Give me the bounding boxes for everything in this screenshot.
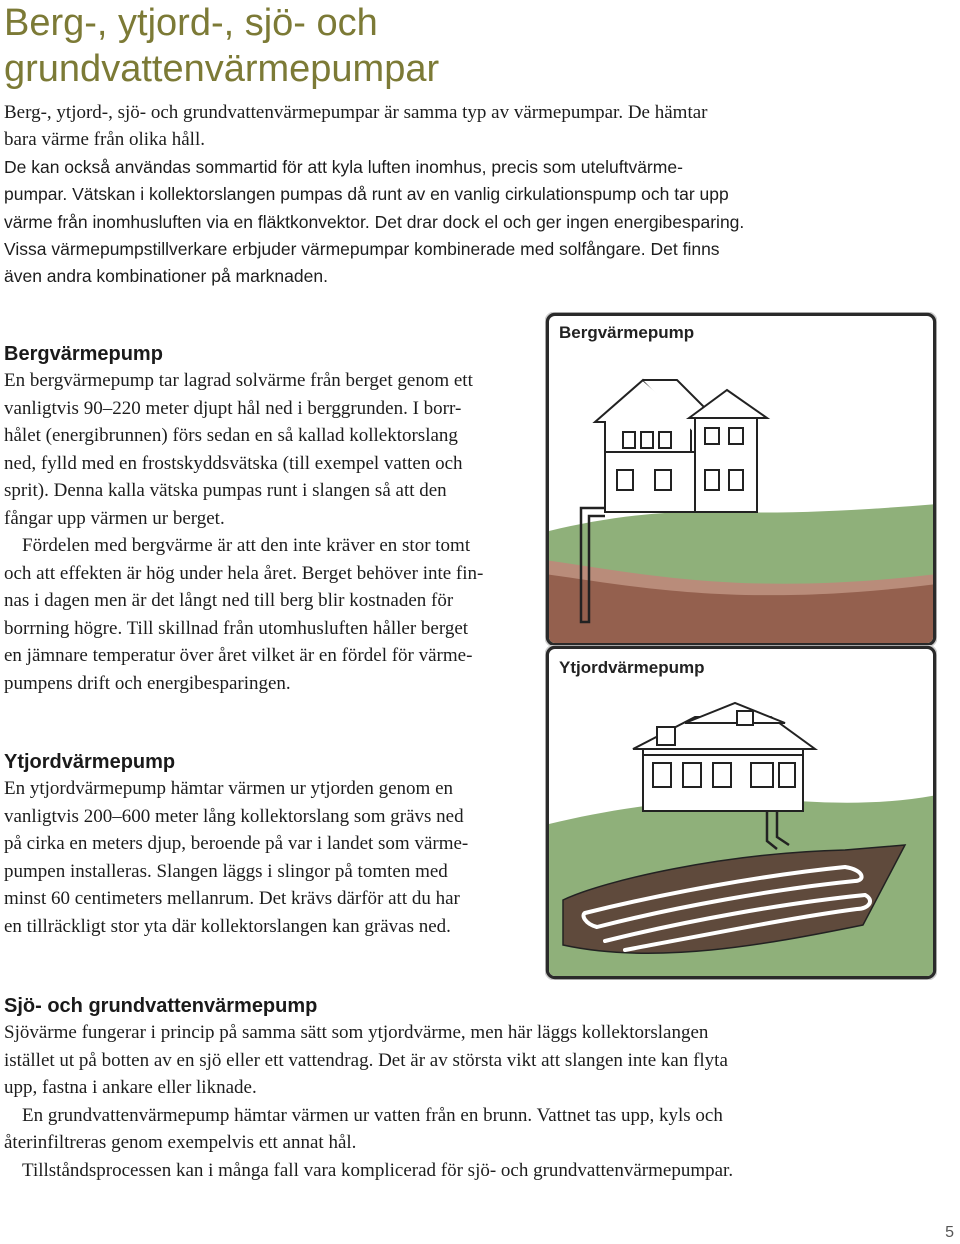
ytjord-section [4, 749, 468, 940]
berg-line: Fördelen med bergvärme är att den inte kräver en stor tomt [22, 535, 471, 556]
house-icon [595, 380, 767, 512]
berg-line: och att effekten är hög under hela året. Berget behöver inte fin- [4, 562, 484, 584]
ytjordvarmepump-illustration [545, 645, 937, 980]
berg-line: En bergvärmepump tar lagrad solvärme från berget genom ett [4, 370, 473, 391]
intro-line: värme från inomhusluften via en fläktkonvektor. Det drar dock el och ger ingen energibesparing. [4, 211, 745, 232]
page-title [4, 0, 704, 92]
berg-line: borrning högre. Till skillnad från utomhusluften håller berget [4, 617, 469, 639]
page-number: 5 [945, 1224, 954, 1241]
sjo-body [4, 1019, 733, 1184]
ytjordvarmepump-figure-label: Ytjordvärmepump [559, 658, 705, 677]
berg-line: en jämnare temperatur över året vilket är en fördel för värme- [4, 645, 473, 666]
intro-line: Berg-, ytjord-, sjö- och grundvattenvärmepumpar är samma typ av värmepumpar. De hämtar [4, 102, 708, 123]
page-title-line-1: Berg-, ytjord-, sjö- och [4, 2, 378, 44]
ytjord-line: vanligtvis 200–600 meter lång kollektorslang som grävs ned [4, 805, 464, 827]
berg-section [4, 341, 483, 697]
berg-heading: Bergvärmepump [4, 343, 163, 365]
intro-line: bara värme från olika håll. [4, 129, 205, 151]
berg-line: fångar upp värmen ur berget. [4, 507, 225, 529]
sjo-line: Tillståndsprocessen kan i många fall vara komplicerad för sjö- och grundvattenvärmepumpar. [22, 1159, 734, 1181]
sjo-line: En grundvattenvärmepump hämtar värmen ur vatten från en brunn. Vattnet tas upp, kyls och [22, 1104, 723, 1126]
ytjord-heading: Ytjordvärmepump [4, 751, 176, 773]
sjo-line: upp, fastna i ankare eller liknade. [4, 1077, 257, 1098]
sjo-section [4, 993, 733, 1184]
ytjord-body [4, 775, 468, 940]
intro-line: pumpar. Vätskan i kollektorslangen pumpas då runt av en vanlig cirkulationspump och tar upp [4, 184, 729, 205]
sjo-line: Sjövärme fungerar i princip på samma sätt som ytjordvärme, men här läggs kollektorslangen [4, 1022, 709, 1043]
page-title-line-2: grundvattenvärmepumpar [4, 48, 440, 90]
sjo-line: istället ut på botten av en sjö eller ett vattendrag. Det är av största vikt att slangen inte kan flyta [4, 1049, 728, 1071]
berg-line: ned, fylld med en frostskyddsvätska (till exempel vatten och [4, 452, 463, 474]
ytjord-line: En ytjordvärmepump hämtar värmen ur ytjorden genom en [4, 778, 454, 799]
intro-paragraph [4, 99, 744, 291]
berg-body [4, 367, 483, 697]
berg-line: pumpens drift och energibesparingen. [4, 672, 291, 694]
sjo-line: återinfiltreras genom exempelvis ett annat hål. [4, 1132, 357, 1153]
intro-line: även andra kombinationer på marknaden. [4, 266, 328, 287]
ytjord-line: en tillräckligt stor yta där kollektorslangen kan grävas ned. [4, 915, 451, 937]
ytjordvarmepump-figure [545, 645, 937, 980]
berg-line: sprit). Denna kalla vätska pumpas runt i slangen så att den [4, 480, 447, 501]
bergvarmepump-figure [545, 312, 937, 647]
bergvarmepump-figure-label: Bergvärmepump [559, 323, 695, 342]
intro-line: Vissa värmepumpstillverkare erbjuder värmepumpar kombinerade med solfångare. Det finns [4, 239, 720, 260]
ytjord-line: på cirka en meters djup, beroende på var i landet som värme- [4, 833, 469, 854]
berg-line: nas i dagen men är det långt ned till berg blir kostnaden för [4, 590, 454, 611]
ytjord-line: minst 60 centimeters mellanrum. Det krävs därför att du har [4, 888, 460, 909]
intro-line: De kan också användas sommartid för att kyla luften inomhus, precis som uteluftvärme- [4, 156, 683, 177]
sjo-heading: Sjö- och grundvattenvärmepump [4, 995, 318, 1017]
bergvarmepump-illustration [545, 312, 937, 647]
berg-line: vanligtvis 90–220 meter djupt hål ned i berggrunden. I borr- [4, 397, 462, 419]
berg-line: hålet (energibrunnen) förs sedan en så kallad kollektorslang [4, 425, 458, 446]
ytjord-line: pumpen installeras. Slangen läggs i slingor på tomten med [4, 860, 448, 882]
